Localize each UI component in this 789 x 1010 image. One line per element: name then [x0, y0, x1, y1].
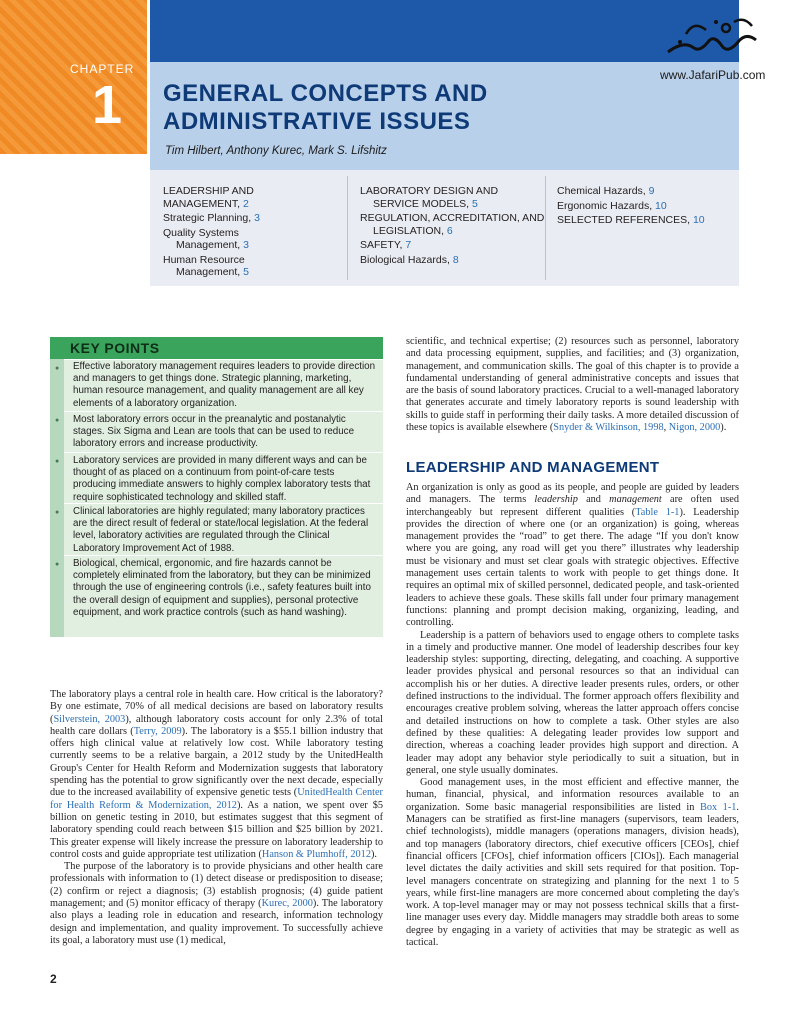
- citation-link[interactable]: Nigon, 2000: [668, 422, 721, 434]
- toc-column-1: [163, 185, 333, 281]
- toc-divider: [347, 176, 348, 280]
- publisher-url: www.JafariPub.com: [660, 68, 766, 82]
- paragraph: An organization is only as good as its people, and people are guided by leaders and managers. The terms leadership and management are often used interchangeably but represent different qualities (Table 1-1). Leadership provides the direction of where one (or an organization) is going, whereas management provides the “road” to get there. The adage “If you don't know where you are going, any road will get you there” illustrates why leadership must be visionary and must set clear goals with strategic objectives. Effective management uses certain talents to work with people to get things done. It requires an optimal mix of skilled personnel, dedicated people, and task-oriented leaders to achieve these goals. These skills fall under four primary management functions: planning and prompt decision making, organizing, leading, and controlling.: [406, 482, 740, 629]
- key-point-item: Most laboratory errors occur in the preanalytic and postanalytic stages. Six Sigma and Lean are tools that can be used to reduce laboratory errors and increase productivity.: [73, 414, 355, 450]
- bullet-icon: ●: [55, 364, 60, 372]
- key-point-divider: [64, 555, 383, 556]
- toc-column-2: [360, 185, 545, 268]
- bullet-icon: ●: [55, 457, 60, 465]
- toc-divider: [545, 176, 546, 280]
- toc-entry[interactable]: Strategic Planning, 3: [163, 212, 260, 224]
- citation-link[interactable]: UnitedHealth Center for Health Reform & Modernization, 2012: [50, 787, 383, 811]
- table-link[interactable]: Table 1-1: [635, 506, 680, 518]
- citation-link[interactable]: Silverstein, 2003: [53, 713, 126, 725]
- chapter-label: CHAPTER: [70, 62, 135, 76]
- bullet-icon: ●: [55, 560, 60, 568]
- chapter-title-line1: GENERAL CONCEPTS AND: [163, 80, 488, 107]
- bullet-icon: ●: [55, 416, 60, 424]
- paragraph: Leadership is a pattern of behaviors used to engage others to complete tasks in a timely and productive manner. One model of leadership describes four key leadership styles: supporting, directing, delegating, and coaching. A supportive leader provides physical and personal resources so that an individual can accomplish his or her duties. A directive leader presents rules, orders, or other defined instructions to the individual. The former approach offers flexibility and encourages creative problem solving, whereas the latter approach offers concise and detailed instructions on how to complete a task. Other styles are also defined by these qualities: A delegating leader provides low support and direction, whereas a coaching leader provides high support and direction. A leader may adopt any behavior style periodically to suit a situation, but in general, one style usually dominates.: [406, 629, 739, 776]
- chapter-title-line2: ADMINISTRATIVE ISSUES: [163, 108, 471, 135]
- key-point-item: Laboratory services are provided in many different ways and can be thought of as placed on a continuum from point-of-care tests producing immediate answers to highly complex laboratory tests that require sophisticated technology and skilled staff.: [73, 455, 371, 503]
- header-band: [150, 0, 739, 62]
- page-number: 2: [50, 972, 57, 986]
- chapter-number: 1: [91, 75, 123, 135]
- key-point-item: Biological, chemical, ergonomic, and fire hazards cannot be completely eliminated from the laboratory, but they can be minimized through the use of engineering controls (i.e., safety features built into the overall design of equipment and supplies), personal protective equipment, and work practice controls (such as hand washing).: [73, 558, 371, 618]
- toc-entry[interactable]: Ergonomic Hazards, 10: [557, 199, 667, 212]
- key-points-sidebar: [50, 359, 64, 637]
- citation-link[interactable]: Kurec, 2000: [261, 898, 313, 910]
- citation-link[interactable]: Hanson & Plumhoff, 2012: [261, 848, 371, 860]
- key-point-divider: [64, 503, 383, 504]
- box-link[interactable]: Box 1-1: [699, 801, 737, 813]
- chapter-title: [163, 80, 488, 136]
- toc-entry[interactable]: SELECTED REFERENCES, 10: [557, 214, 705, 226]
- toc-entry[interactable]: REGULATION, ACCREDITATION, AND LEGISLATION, 6: [360, 212, 545, 237]
- toc-entry[interactable]: LABORATORY DESIGN AND SERVICE MODELS, 5: [360, 185, 499, 210]
- toc-entry[interactable]: SAFETY, 7: [360, 239, 412, 251]
- key-point-divider: [64, 452, 383, 453]
- toc-entry[interactable]: Chemical Hazards, 9: [557, 185, 655, 197]
- toc-entry[interactable]: Biological Hazards, 8: [360, 253, 459, 266]
- paragraph: scientific, and technical expertise; (2) resources such as personnel, laboratory and data processing equipment, supplies, and facilities; and (3) organization, management, and communication skills. The goal of this chapter is to provide a fundamental understanding of general administrative concepts and issues that are the basis of sound laboratory practices. Crucial to a well-managed laboratory that generates accurate and timely laboratory reports is sound leadership with skills to guide staff in performing their daily tasks. A more detailed discussion of these topics is available elsewhere (Snyder & Wilkinson, 1998, Nigon, 2000).: [406, 336, 739, 434]
- left-column-text: [50, 689, 383, 947]
- bullet-icon: ●: [55, 508, 60, 516]
- key-point-item: Effective laboratory management requires leaders to provide direction and managers to get things done. Strategic planning, marketing, human resource management, and quality management are all key elements of a laboratory organization.: [73, 361, 376, 409]
- key-point-item: Clinical laboratories are highly regulated; many laboratory practices are the direct result of federal or state/local legislation. At the federal level, laboratory activities are regulated through the Clinical Laboratory Improvement Act of 1988.: [73, 506, 369, 554]
- right-column-text: [406, 482, 739, 949]
- paragraph: Good management uses, in the most efficient and effective manner, the human, financial, physical, and information resources available to an organization. Some basic managerial responsibilities are listed in Box 1-1. Managers can be stratified as first-line managers (supervisors, team leaders, chief technologists), middle managers (operations managers, division heads), and top managers (laboratory directors, chief executive officers [CEOs], chief financial officers [CFOs], chief information officers [CIOs]). Each managerial level dictates the daily activities and skill sets required for that position. Top-level managers concentrate on strategizing and planning for the next 1 to 5 years, while first-line managers are more concerned about completing the day's work. A top-level manager may or may not possess technical skills that a first-line manager uses every day. Middle managers may straddle both areas to some degree by engaging in a variety of activities that may be strategic as well as tactical.: [406, 777, 739, 948]
- toc-entry[interactable]: Quality Systems Management, 3: [163, 226, 249, 251]
- paragraph: The laboratory plays a central role in health care. How critical is the laboratory? By one estimate, 70% of all medical decisions are based on laboratory results (Silverstein, 2003), although laboratory costs account for only 2.3% of total health care dollars (Terry, 2009). The laboratory is a $55.1 billion industry that offers high clinical value at relatively low cost. While laboratory testing currently seems to be a relative bargain, a 2012 study by the UnitedHealth Group's Center for Health Reform and Modernization suggests that laboratory spending has the potential to grow significantly over the next decade, especially due to the increased availability of expensive genetic tests (UnitedHealth Center for Health Reform & Modernization, 2012). As a nation, we spent over $5 billion on genetic testing in 2010, but estimates suggest that this segment of laboratory spending could reach between $15 billion and $25 billion by 2021. This greater expense will likely increase the pressure on laboratory leadership to control costs and guide appropriate test utilization (Hanson & Plumhoff, 2012).: [50, 689, 383, 860]
- toc-entry[interactable]: Human Resource Management, 5: [163, 253, 249, 278]
- citation-link[interactable]: Snyder & Wilkinson, 1998: [553, 422, 664, 434]
- chapter-authors: Tim Hilbert, Anthony Kurec, Mark S. Lifshitz: [165, 145, 387, 157]
- paragraph: The purpose of the laboratory is to provide physicians and other health care professionals with information to (1) detect disease or predisposition to disease; (2) confirm or reject a diagnosis; (3) establish prognosis; (4) guide patient management; and (5) monitor efficacy of therapy (Kurec, 2000). The laboratory also plays a leading role in education and research, information technology design and implementation, and quality improvement. To successfully achieve its goal, a laboratory must use (1) medical,: [50, 861, 383, 946]
- toc-column-3: [557, 185, 735, 229]
- section-heading: LEADERSHIP AND MANAGEMENT: [406, 459, 660, 476]
- right-column-intro: [406, 336, 739, 434]
- key-points-title: KEY POINTS: [70, 340, 160, 356]
- publisher-logo: [664, 12, 760, 60]
- key-point-divider: [64, 359, 383, 360]
- key-point-divider: [64, 411, 383, 412]
- citation-link[interactable]: Terry, 2009: [133, 725, 182, 737]
- toc-entry[interactable]: LEADERSHIP AND MANAGEMENT, 2: [163, 185, 254, 210]
